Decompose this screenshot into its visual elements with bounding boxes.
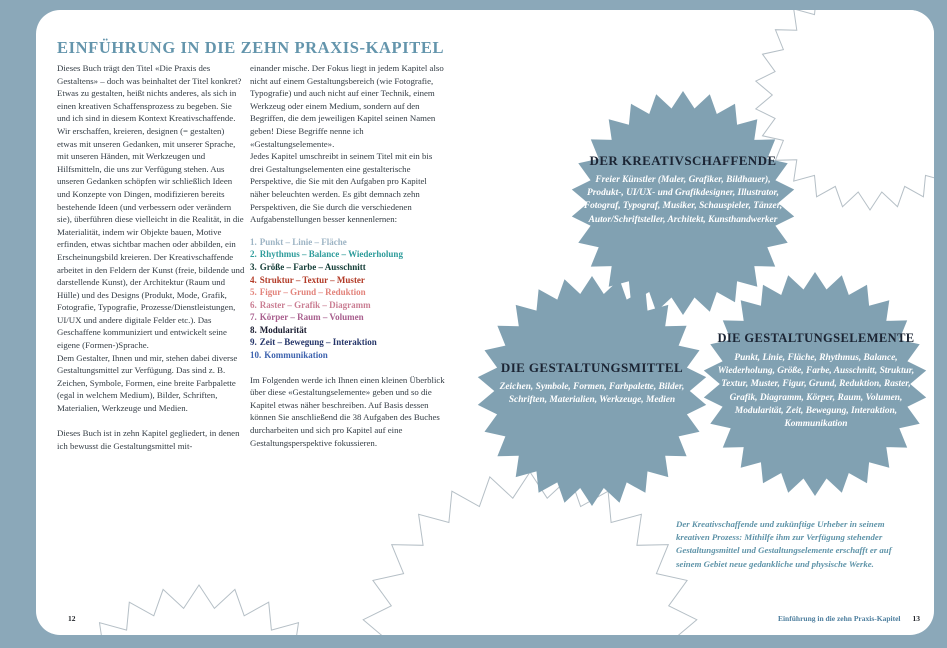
page-number-left: 12 <box>68 614 76 623</box>
badge-gestaltungsmittel <box>482 360 702 407</box>
chapter-label: Raster – Grafik – Diagramm <box>259 299 371 310</box>
chapter-list-item <box>250 299 446 312</box>
chapter-number: 1. <box>250 236 257 247</box>
chapter-number: 10. <box>250 350 262 361</box>
running-footer <box>778 614 920 623</box>
chapter-list-item <box>250 248 446 261</box>
chapter-label: Modularität <box>259 324 307 335</box>
badge-body: Zeichen, Symbole, Formen, Farbpalette, Bilder, Schriften, Materialien, Werkzeuge, Medien <box>499 382 685 406</box>
chapter-label: Zeit – Bewegung – Interaktion <box>259 337 377 348</box>
badge-gestaltungselemente <box>710 331 922 431</box>
caption: Der Kreativschaffende und zukünftige Urheber in seinem kreativen Prozess: Mithilfe ihm zur Verfügung stehender Gestaltungsmittel und Gestaltungselemente erschafft er auf seinem Gebiet neue gedankliche und physische Werke. <box>676 519 892 569</box>
paragraph: Jedes Kapitel umschreibt in seinem Titel mit ein bis drei Gestaltungselementen eine gestalterische Perspektive, die Sie mit den Aufgaben pro Kapitel näher beleuchten werden. Es gibt demnach zehn Perspektiven, die Sie durch die verschiedenen Aufgabenstellungen besser kennenlernen: <box>250 151 433 225</box>
text-column-right <box>250 62 446 449</box>
paragraph: Dieses Buch trägt den Titel «Die Praxis des Gestaltens» – doch was beinhaltet der Titel konkret? <box>57 63 242 86</box>
chapter-list-item <box>250 324 446 337</box>
paragraph: Im Folgenden werde ich Ihnen einen kleinen Überblick über diese «Gestaltungselemente» geben und so die Kapitel etwas näher beschreiben. Auf Basis dessen können Sie anschließend die 38 Aufgaben des Buches durcharbeiten und sich pro Kapitel auf eine Gestaltungsperspektive fokussieren. <box>250 374 445 448</box>
badge-title: DIE GESTALTUNGSELEMENTE <box>717 331 915 345</box>
paragraph: Dieses Buch ist in zehn Kapitel gegliedert, in denen ich bewusst die Gestaltungsmittel mit- <box>57 428 240 451</box>
chapter-list-item <box>250 336 446 349</box>
chapter-label: Größe – Farbe – Ausschnitt <box>259 261 366 272</box>
chapter-list <box>250 236 446 362</box>
chapter-number: 2. <box>250 249 257 260</box>
paragraph: Dem Gestalter, Ihnen und mir, stehen dabei diverse Gestaltungsmittel zur Verfügung. Das sind z. B. Zeichen, Symbole, Formen, eine breite Farbpalette (egal in welchem Medium), Bilder, Schriften, Materialien, Werkzeuge und Medien. <box>57 352 238 414</box>
badge-kreativschaffende <box>578 153 788 227</box>
badge-body: Punkt, Linie, Fläche, Rhythmus, Balance, Wiederholung, Größe, Farbe, Ausschnitt, Struktur, Textur, Muster, Figur, Grund, Reduktion, Raster, Grafik, Diagramm, Körper, Raum, Volumen, Modularität, Zeit, Bewegung, Interaktion, Kommunikation <box>717 353 915 430</box>
page-number-right: 13 <box>912 614 920 623</box>
paragraph: Etwas zu gestalten, heißt nichts anderes, als sich in einen kreativen Schaffensprozess zu begeben. Sie und ich sind in diesem Kontext Kreativschaffende. Wir erschaffen, kreieren, designen (= gestalten) etwas mit unseren Gedanken, mit unserer Sprache, mit unseren Händen, mit Werkzeugen und Hilfsmitteln, die uns zur Verfügung stehen. Aus unseren Gedanken schöpfen wir schließlich Ideen und Konzepte von Dingen, modifizieren bereits bestehende Ideen (und verbessern oder verändern sie), überführen diese vielleicht in die Realität, in die Materialität, indem wir Objekte bauen, Motive erfinden, etwas sichtbar machen oder abbilden, ein Erscheinungsbild kreieren. Der Kreativschaffende arbeitet in den Feldern der Kunst (freie, bildende und darstellende Kunst), der Architektur (Raum und Hülle) und des Designs (Produkt, Mode, Grafik, Fotografie, Typografie, Prozesse/Dienstleistungen, UI/UX und andere digitale Felder etc.). Das Geschaffene kommuniziert und entwickelt seine eigene (Formen-)Sprache. <box>57 88 245 351</box>
chapter-number: 3. <box>250 261 257 272</box>
chapter-list-item <box>250 286 446 299</box>
star-outline-shape <box>363 472 697 635</box>
chapter-label: Rhythmus – Balance – Wiederholung <box>259 249 403 260</box>
chapter-list-item <box>250 311 446 324</box>
chapter-label: Körper – Raum – Volumen <box>259 312 364 323</box>
chapter-list-item <box>250 261 446 274</box>
chapter-label: Struktur – Textur – Muster <box>259 274 365 285</box>
chapter-number: 5. <box>250 287 257 298</box>
chapter-list-item <box>250 349 446 362</box>
chapter-number: 9. <box>250 337 257 348</box>
badge-title: DER KREATIVSCHAFFENDE <box>589 153 777 168</box>
footer-label: Einführung in die zehn Praxis-Kapitel <box>777 614 901 623</box>
page-title: EINFÜHRUNG IN DIE ZEHN PRAXIS-KAPITEL <box>57 38 445 57</box>
chapter-label: Figur – Grund – Reduktion <box>259 287 366 298</box>
chapter-number: 8. <box>250 324 257 335</box>
chapter-label: Kommunikation <box>264 350 328 361</box>
chapter-list-item <box>250 236 446 249</box>
badge-title: DIE GESTALTUNGSMITTEL <box>500 360 684 375</box>
chapter-label: Punkt – Linie – Fläche <box>259 236 347 247</box>
chapter-list-item <box>250 274 446 287</box>
chapter-number: 6. <box>250 299 257 310</box>
chapter-number: 7. <box>250 312 257 323</box>
paragraph: einander mische. Der Fokus liegt in jedem Kapitel also nicht auf einem Gestaltungsbereich (wie Fotografie, Typografie) und auch nicht auf einer Technik, einem Werkzeug oder einem Medium, sondern auf den Begriffen, die dem jeweiligen Kapitel seinen Namen geben! Diese Begriffe nenne ich «Gestaltungselemente». <box>250 63 444 149</box>
text-column-left <box>57 62 246 452</box>
star-outline-shape <box>50 585 348 635</box>
page <box>36 10 934 635</box>
chapter-number: 4. <box>250 274 257 285</box>
badge-body: Freier Künstler (Maler, Grafiker, Bildhauer), Produkt-, UI/UX- und Grafikdesigner, Illustrator, Fotograf, Typograf, Musiker, Schauspieler, Tänzer, Autor/Schriftsteller, Architekt, Kunsthandwerker <box>583 175 783 225</box>
